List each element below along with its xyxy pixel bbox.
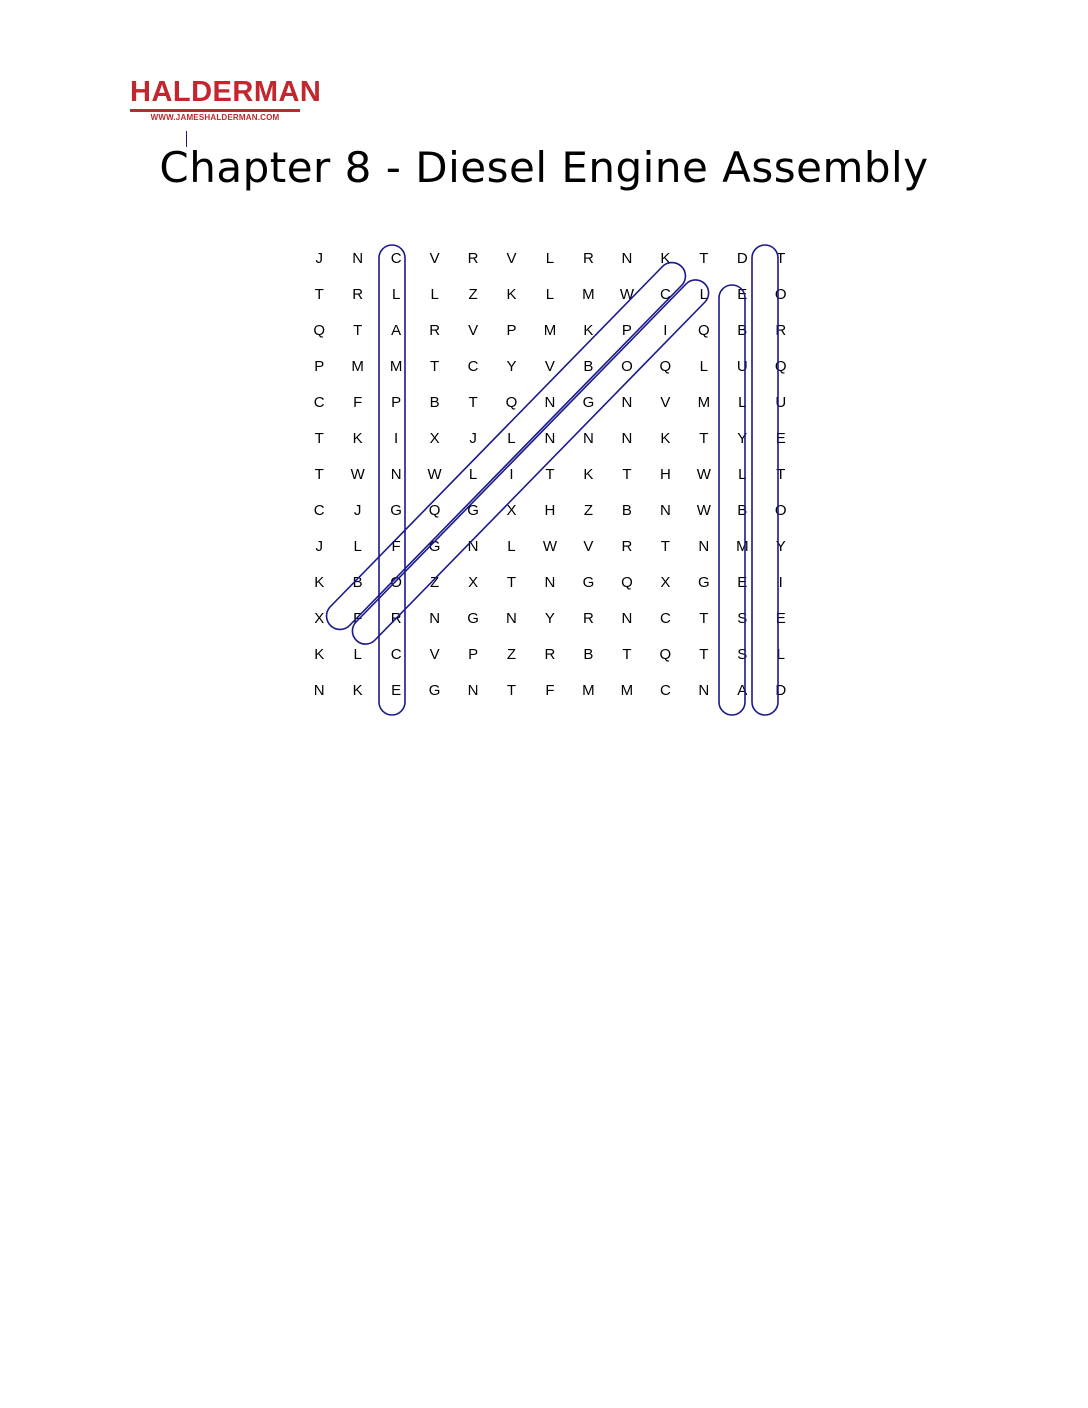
grid-cell: E <box>775 429 786 447</box>
grid-cell: T <box>776 465 786 483</box>
grid-cell: L <box>468 465 478 483</box>
grid-cell: C <box>659 285 671 303</box>
grid-cell: R <box>467 249 479 267</box>
grid-cell: O <box>621 357 633 375</box>
grid-cell: O <box>390 573 402 591</box>
grid-cell: U <box>736 357 748 375</box>
halderman-logo <box>130 76 322 122</box>
grid-cell: L <box>738 393 747 411</box>
grid-cell: N <box>467 681 479 699</box>
grid-cell: G <box>582 573 595 591</box>
grid-cell: O <box>774 285 787 303</box>
grid-cell: T <box>699 429 709 447</box>
grid-cell: J <box>469 429 477 447</box>
grid-cell: C <box>659 609 671 627</box>
grid-cell: X <box>468 573 479 591</box>
grid-cell: Y <box>544 609 555 627</box>
grid-row <box>300 492 800 528</box>
grid-cell: K <box>506 285 517 303</box>
grid-cell: N <box>390 465 402 483</box>
grid-cell: M <box>543 321 557 339</box>
grid-cell: K <box>314 645 325 663</box>
grid-cell: X <box>660 573 671 591</box>
grid-cell: Y <box>737 429 748 447</box>
logo-wordmark: HALDERMAN <box>130 76 322 108</box>
grid-cell: I <box>663 321 668 339</box>
grid-cell: P <box>391 393 402 411</box>
grid-cell: K <box>660 429 671 447</box>
grid-row <box>300 312 800 348</box>
grid-cell: N <box>467 537 479 555</box>
grid-cell: W <box>427 465 442 483</box>
grid-cell: X <box>314 609 325 627</box>
grid-cell: Q <box>621 573 633 591</box>
grid-cell: N <box>429 609 441 627</box>
grid-cell: Q <box>313 321 326 339</box>
grid-row <box>300 672 800 708</box>
grid-cell: V <box>429 645 440 663</box>
grid-cell: M <box>736 537 749 555</box>
grid-cell: J <box>315 249 323 267</box>
grid-cell: T <box>506 573 517 591</box>
grid-cell: T <box>353 321 363 339</box>
grid-cell: W <box>619 285 634 303</box>
grid-cell: G <box>467 501 479 519</box>
grid-cell: T <box>622 465 632 483</box>
grid-cell: B <box>737 321 748 339</box>
grid-cell: L <box>776 645 785 663</box>
grid-cell: V <box>506 249 517 267</box>
grid-cell: F <box>545 681 555 699</box>
grid-cell: G <box>428 537 441 555</box>
grid-cell: Q <box>659 357 672 375</box>
grid-cell: N <box>698 537 710 555</box>
grid-cell: E <box>391 681 402 699</box>
letter-grid <box>300 240 800 708</box>
grid-cell: E <box>737 285 748 303</box>
grid-cell: F <box>353 393 363 411</box>
grid-cell: M <box>389 357 403 375</box>
grid-cell: C <box>659 681 671 699</box>
grid-cell: K <box>352 429 363 447</box>
grid-cell: P <box>621 321 632 339</box>
grid-row <box>300 528 800 564</box>
grid-cell: P <box>468 645 479 663</box>
grid-cell: Z <box>583 501 593 519</box>
grid-cell: A <box>737 681 748 699</box>
grid-cell: V <box>544 357 555 375</box>
grid-cell: G <box>697 573 710 591</box>
grid-cell: I <box>778 573 783 591</box>
grid-cell: V <box>468 321 479 339</box>
grid-cell: T <box>776 249 786 267</box>
grid-cell: N <box>621 393 633 411</box>
grid-cell: B <box>429 393 440 411</box>
grid-cell: Q <box>774 357 787 375</box>
grid-cell: L <box>738 465 747 483</box>
grid-cell: E <box>737 573 748 591</box>
grid-cell: N <box>544 573 556 591</box>
grid-cell: L <box>391 285 401 303</box>
grid-cell: W <box>696 465 711 483</box>
grid-cell: B <box>352 573 363 591</box>
grid-cell: T <box>622 645 632 663</box>
grid-cell: Z <box>506 645 517 663</box>
grid-cell: H <box>659 465 671 483</box>
grid-cell: X <box>506 501 517 519</box>
grid-cell: T <box>699 249 709 267</box>
grid-cell: P <box>314 357 325 375</box>
grid-cell: J <box>353 501 362 519</box>
grid-cell: L <box>545 285 555 303</box>
grid-cell: N <box>698 681 710 699</box>
grid-cell: N <box>506 609 517 627</box>
grid-cell: N <box>544 429 556 447</box>
grid-cell: O <box>774 501 787 519</box>
grid-cell: S <box>737 645 748 663</box>
grid-cell: I <box>509 465 514 483</box>
grid-cell: L <box>699 357 708 375</box>
grid-cell: T <box>506 681 517 699</box>
grid-cell: R <box>429 321 441 339</box>
logo-divider <box>130 109 300 112</box>
grid-cell: N <box>583 429 594 447</box>
grid-cell: U <box>775 393 787 411</box>
grid-cell: N <box>621 609 633 627</box>
grid-cell: W <box>696 501 711 519</box>
grid-cell: I <box>394 429 399 447</box>
grid-cell: K <box>660 249 671 267</box>
grid-cell: L <box>507 537 516 555</box>
grid-cell: R <box>390 609 402 627</box>
grid-cell: R <box>583 249 594 267</box>
grid-cell: K <box>583 465 594 483</box>
grid-cell: N <box>544 393 556 411</box>
grid-cell: D <box>736 249 748 267</box>
grid-cell: N <box>621 429 633 447</box>
grid-cell: B <box>583 357 594 375</box>
grid-cell: E <box>775 609 786 627</box>
grid-cell: M <box>620 681 634 699</box>
grid-cell: L <box>545 249 555 267</box>
grid-cell: V <box>660 393 671 411</box>
grid-cell: L <box>507 429 516 447</box>
grid-cell: C <box>467 357 479 375</box>
grid-cell: N <box>659 501 671 519</box>
grid-cell: G <box>582 393 595 411</box>
grid-cell: F <box>391 537 401 555</box>
grid-cell: B <box>583 645 594 663</box>
grid-cell: M <box>351 357 364 375</box>
grid-cell: T <box>699 609 709 627</box>
grid-row <box>300 636 800 672</box>
grid-cell: C <box>313 501 325 519</box>
grid-cell: T <box>468 393 478 411</box>
grid-cell: L <box>699 285 708 303</box>
grid-cell: J <box>315 537 323 555</box>
grid-cell: S <box>737 609 748 627</box>
grid-cell: T <box>314 285 324 303</box>
grid-cell: N <box>313 681 325 699</box>
grid-cell: Q <box>428 501 441 519</box>
grid-cell: N <box>621 249 633 267</box>
grid-cell: R <box>544 645 556 663</box>
page-title: Chapter 8 - Diesel Engine Assembly <box>159 143 929 192</box>
grid-cell: L <box>430 285 439 303</box>
grid-row <box>300 420 800 456</box>
grid-cell: T <box>314 465 324 483</box>
grid-cell: M <box>697 393 711 411</box>
grid-cell: K <box>583 321 594 339</box>
grid-cell: T <box>660 537 670 555</box>
grid-cell: D <box>775 681 787 699</box>
grid-cell: G <box>467 609 479 627</box>
grid-cell: L <box>353 645 362 663</box>
grid-cell: C <box>313 393 325 411</box>
grid-cell: N <box>352 249 364 267</box>
grid-cell: Q <box>659 645 672 663</box>
grid-cell: L <box>353 537 362 555</box>
grid-cell: B <box>737 501 748 519</box>
grid-cell: G <box>390 501 402 519</box>
grid-cell: T <box>699 645 709 663</box>
grid-cell: V <box>429 249 440 267</box>
grid-cell: H <box>544 501 556 519</box>
grid-cell: M <box>582 681 595 699</box>
grid-cell: T <box>430 357 440 375</box>
grid-cell: R <box>352 285 364 303</box>
grid-row <box>300 456 800 492</box>
grid-cell: C <box>390 645 402 663</box>
grid-row <box>300 600 800 636</box>
grid-cell: K <box>314 573 325 591</box>
grid-row <box>300 564 800 600</box>
grid-cell: X <box>429 429 440 447</box>
grid-row <box>300 276 800 312</box>
grid-cell: R <box>583 609 594 627</box>
grid-cell: B <box>621 501 632 519</box>
grid-cell: M <box>582 285 595 303</box>
grid-row <box>300 384 800 420</box>
logo-website: WWW.JAMESHALDERMAN.COM <box>150 113 280 122</box>
grid-row <box>300 240 800 276</box>
grid-cell: K <box>352 681 363 699</box>
grid-cell: G <box>428 681 441 699</box>
grid-cell: P <box>506 321 517 339</box>
word-search-puzzle <box>300 240 800 730</box>
grid-cell: Q <box>697 321 710 339</box>
grid-cell: Y <box>775 537 786 555</box>
grid-cell: Z <box>430 573 440 591</box>
grid-row <box>300 348 800 384</box>
grid-cell: T <box>314 429 324 447</box>
grid-cell: R <box>621 537 633 555</box>
grid-cell: A <box>391 321 402 339</box>
grid-cell: R <box>775 321 787 339</box>
grid-cell: W <box>350 465 365 483</box>
grid-cell: V <box>583 537 594 555</box>
grid-cell: T <box>545 465 555 483</box>
grid-cell: F <box>353 609 363 627</box>
grid-cell: W <box>542 537 558 555</box>
grid-cell: Q <box>505 393 518 411</box>
grid-cell: C <box>390 249 402 267</box>
grid-cell: Z <box>468 285 478 303</box>
grid-cell: Y <box>506 357 517 375</box>
